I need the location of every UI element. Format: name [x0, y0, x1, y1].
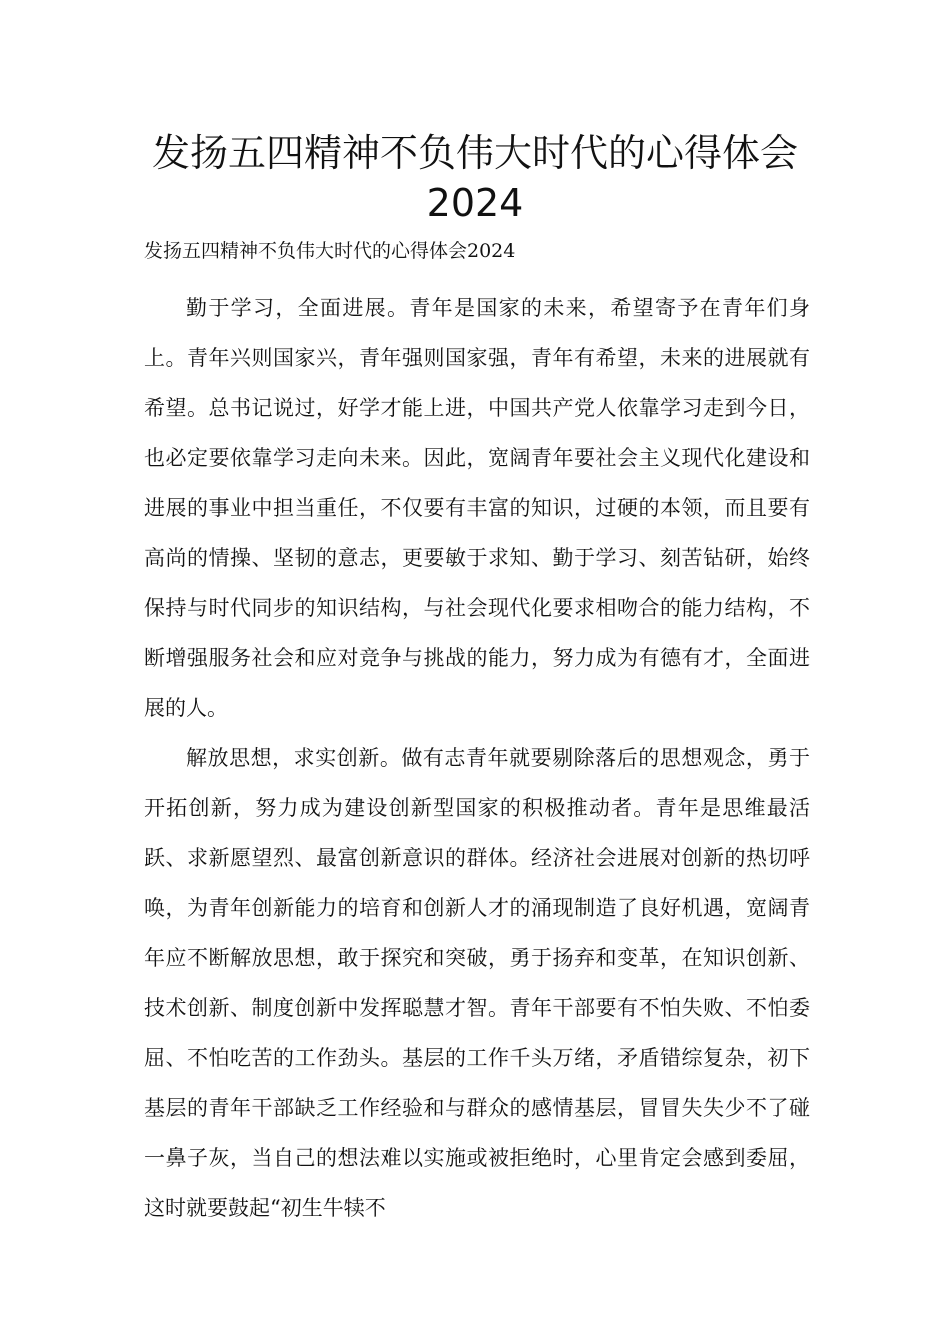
document-title-line-1: 发扬五四精神不负伟大时代的心得体会: [151, 131, 798, 175]
document-body: [144, 283, 810, 1233]
document-title-line-2: 2024: [426, 181, 524, 225]
document-subtitle: 发扬五四精神不负伟大时代的心得体会2024: [144, 240, 516, 262]
paragraph-study: 勤于学习，全面进展。青年是国家的未来，希望寄予在青年们身上。青年兴则国家兴，青年强则国家强，青年有希望，未来的进展就有希望。总书记说过，好学才能上进，中国共产党人依靠学习走到今日，也必定要依靠学习走向未来。因此，宽阔青年要社会主义现代化建设和进展的事业中担当重任，不仅要有丰富的知识，过硬的本领，而且要有高尚的情操、坚韧的意志，更要敏于求知、勤于学习、刻苦钻研，始终保持与时代同步的知识结构，与社会现代化要求相吻合的能力结构，不断增强服务社会和应对竞争与挑战的能力，努力成为有德有才，全面进展的人。: [144, 296, 810, 720]
paragraph-innovation: 解放思想，求实创新。做有志青年就要剔除落后的思想观念，勇于开拓创新，努力成为建设创新型国家的积极推动者。青年是思维最活跃、求新愿望烈、最富创新意识的群体。经济社会进展对创新的热切呼唤，为青年创新能力的培育和创新人才的涌现制造了良好机遇，宽阔青年应不断解放思想，敢于探究和突破，勇于扬弃和变革，在知识创新、技术创新、制度创新中发挥聪慧才智。青年干部要有不怕失败、不怕委屈、不怕吃苦的工作劲头。基层的工作千头万绪，矛盾错综复杂，初下基层的青年干部缺乏工作经验和与群众的感情基层，冒冒失失少不了碰一鼻子灰，当自己的想法难以实施或被拒绝时，心里肯定会感到委屈，这时就要鼓起“初生牛犊不: [144, 746, 810, 1220]
document-title: [110, 128, 840, 228]
